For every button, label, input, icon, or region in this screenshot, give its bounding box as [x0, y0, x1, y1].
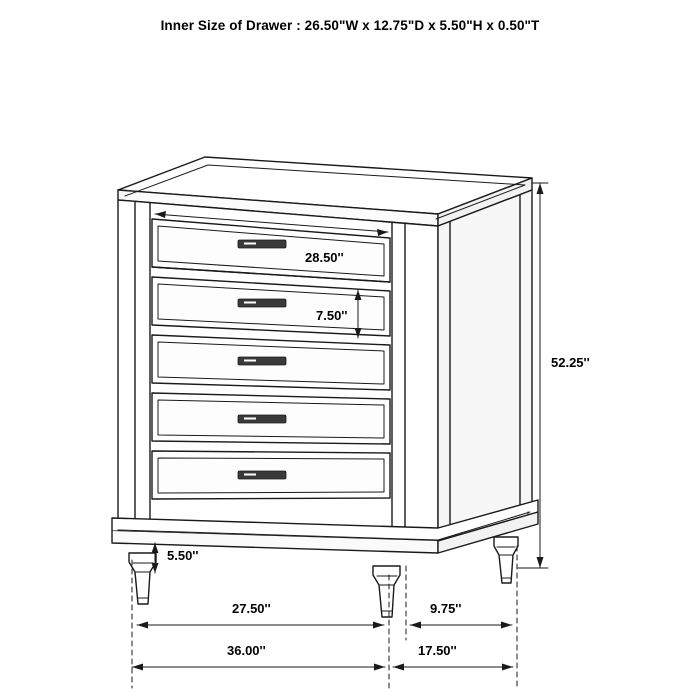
label-leg-height: 5.50'' — [167, 548, 199, 563]
dimension-side-depth — [410, 622, 512, 629]
leg-back-right — [494, 537, 518, 583]
label-side-depth: 9.75'' — [430, 601, 462, 616]
label-drawer-width: 28.50'' — [305, 250, 344, 265]
dimension-overall-width — [132, 664, 385, 671]
page-title: Inner Size of Drawer : 26.50"W x 12.75"D x 5.50"H x 0.50"T — [160, 18, 540, 33]
label-drawer-front-height: 7.50'' — [316, 308, 348, 323]
label-total-height: 52.25'' — [551, 355, 590, 370]
label-front-width: 27.50'' — [232, 601, 271, 616]
leg-front-left — [129, 553, 156, 604]
dimension-overall-depth — [393, 664, 513, 671]
label-overall-depth: 17.50'' — [418, 643, 457, 658]
label-overall-width: 36.00'' — [227, 643, 266, 658]
leg-front-right — [373, 566, 400, 617]
dimension-front-width — [137, 622, 384, 629]
